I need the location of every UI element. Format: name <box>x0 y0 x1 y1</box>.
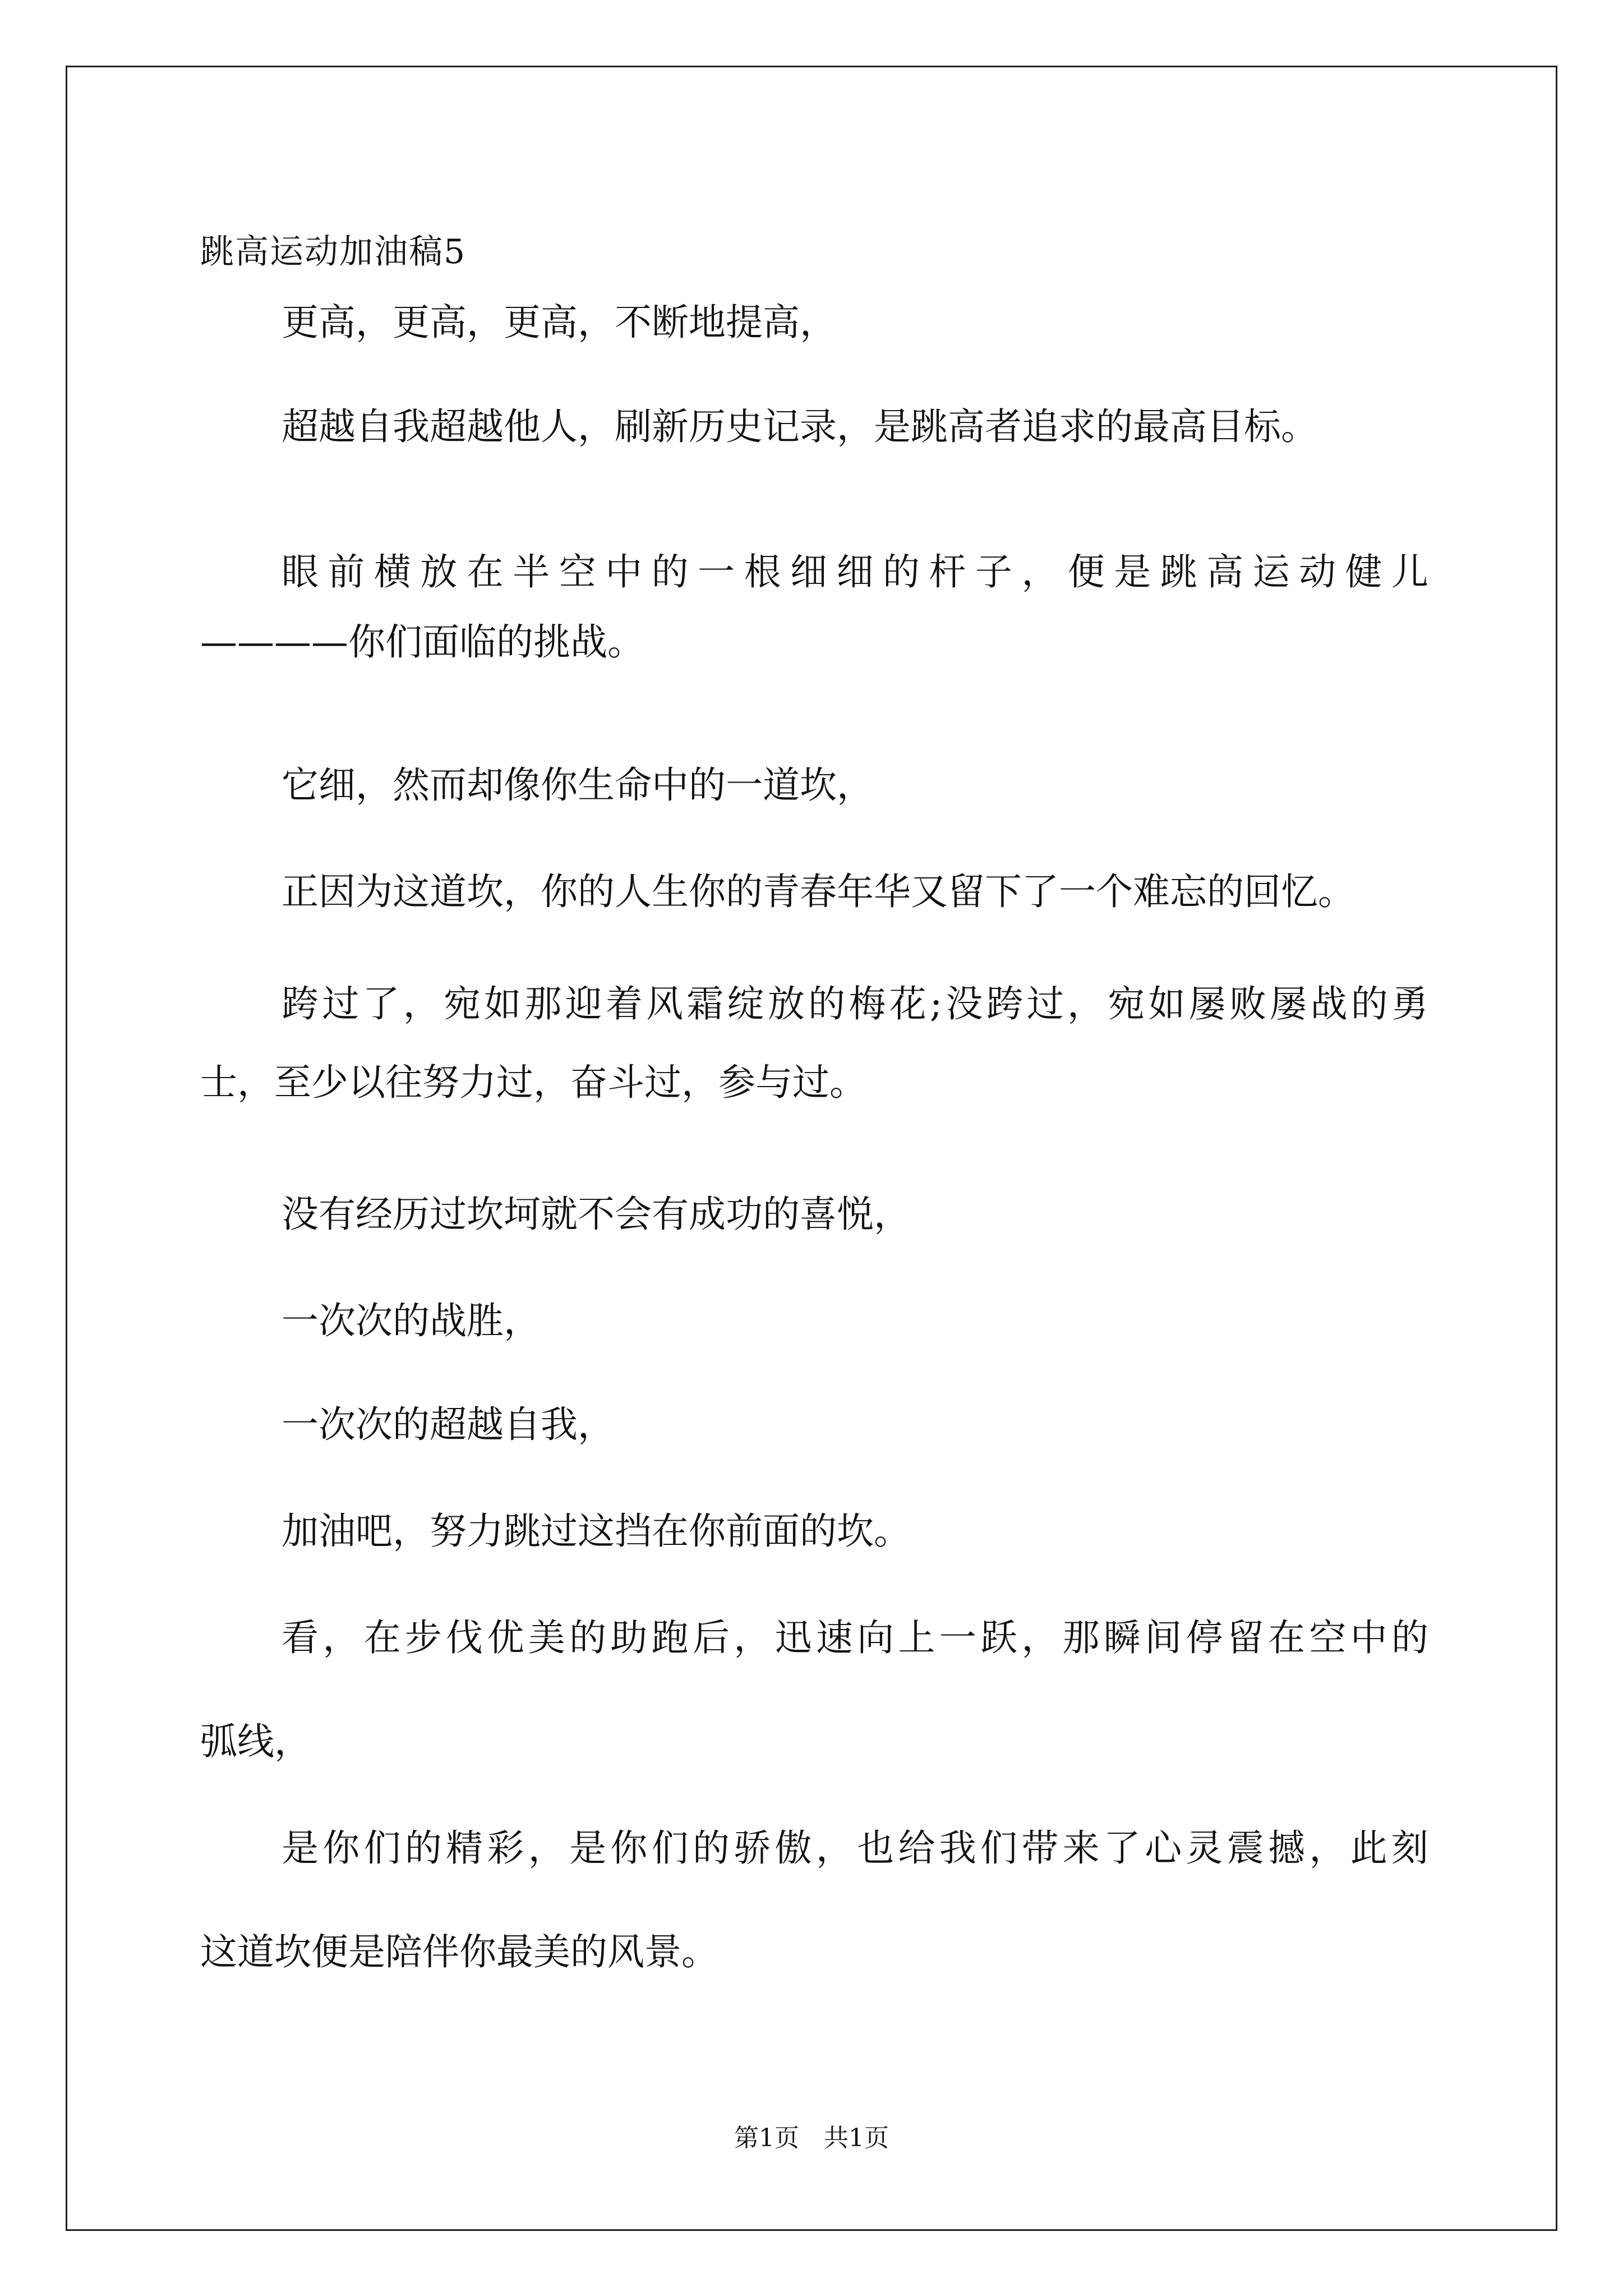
paragraph-7: 没有经历过坎坷就不会有成功的喜悦， <box>282 1193 911 1236</box>
paragraph-6-line-1: 跨过了，宛如那迎着风霜绽放的梅花;没跨过，宛如屡败屡战的勇 <box>282 982 1428 1025</box>
paragraph-3-line-2: ————你们面临的挑战。 <box>200 620 644 664</box>
page-number-footer: 第1页 共1页 <box>734 2124 889 2152</box>
paragraph-1: 更高，更高，更高，不断地提高， <box>282 301 837 344</box>
paragraph-12-line-2: 这道坎便是陪伴你最美的风景。 <box>200 1930 718 1973</box>
paragraph-5: 正因为这道坎，你的人生你的青春年华又留下了一个难忘的回忆。 <box>282 870 1355 913</box>
paragraph-3-line-1: 眼前横放在半空中的一根细细的杆子，便是跳高运动健儿 <box>282 550 1428 593</box>
paragraph-8: 一次次的战胜， <box>282 1299 541 1342</box>
paragraph-11-line-1: 看，在步伐优美的助跑后，迅速向上一跃，那瞬间停留在空中的 <box>282 1616 1428 1659</box>
paragraph-2: 超越自我超越他人，刷新历史记录，是跳高者追求的最高目标。 <box>282 405 1318 448</box>
paragraph-9: 一次次的超越自我， <box>282 1403 615 1446</box>
paragraph-4: 它细，然而却像你生命中的一道坎， <box>282 763 874 807</box>
paragraph-12-line-1: 是你们的精彩，是你们的骄傲，也给我们带来了心灵震撼，此刻 <box>282 1826 1428 1870</box>
paragraph-10: 加油吧，努力跳过这挡在你前面的坎。 <box>282 1510 911 1553</box>
page-frame <box>66 66 1557 2231</box>
paragraph-11-line-2: 弧线， <box>200 1720 311 1763</box>
paragraph-6-line-2: 士，至少以往努力过，奋斗过，参与过。 <box>200 1061 866 1104</box>
document-title: 跳高运动加油稿5 <box>200 232 467 272</box>
